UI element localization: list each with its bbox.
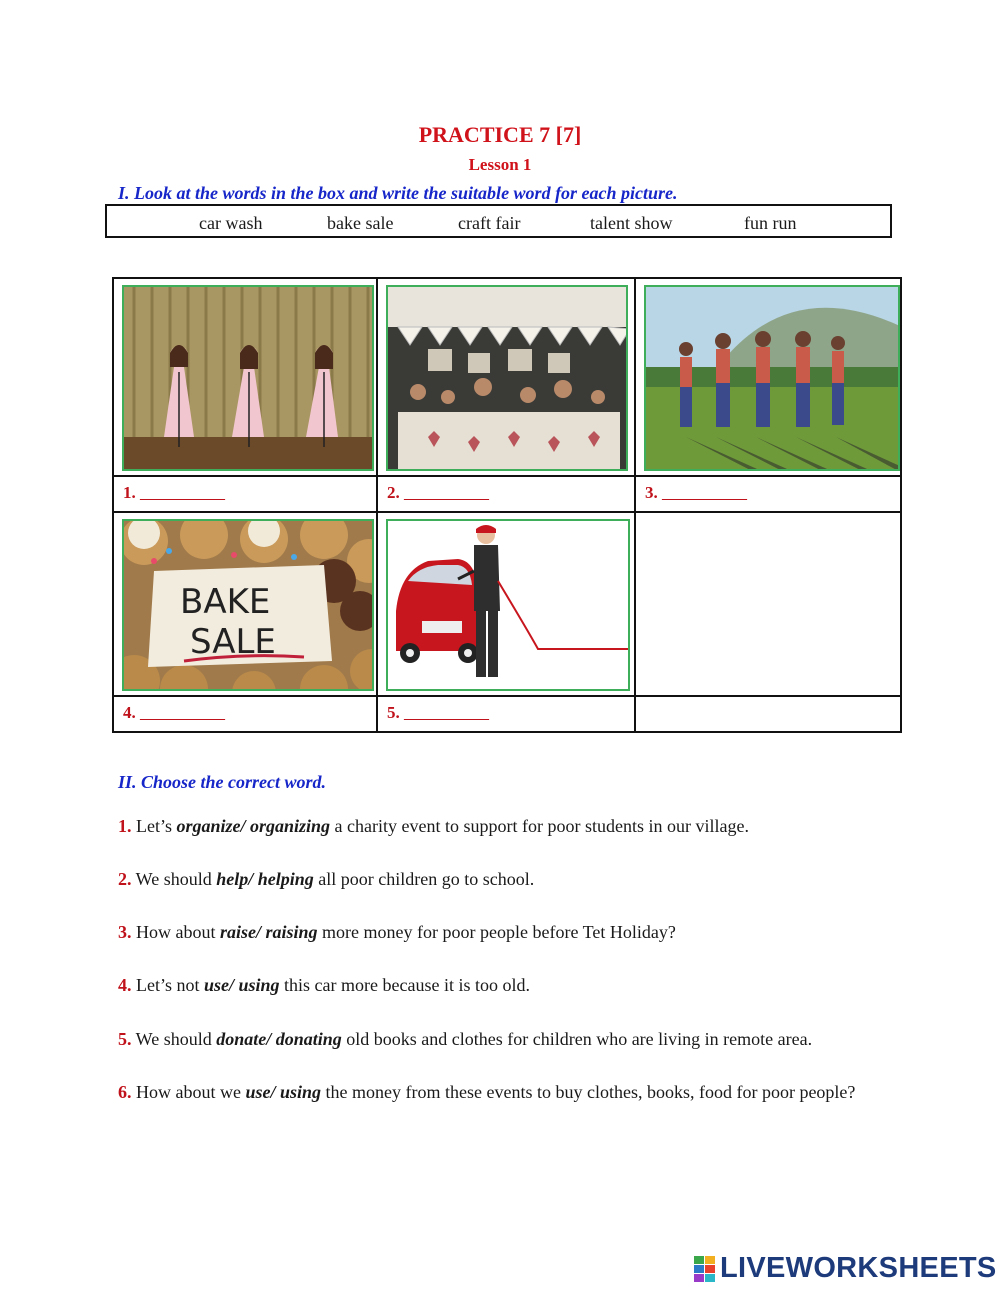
section1-instruction: I. Look at the words in the box and write the suitable word for each picture. bbox=[118, 183, 678, 203]
answer-blank[interactable]: __________ bbox=[140, 703, 225, 722]
choice-option[interactable]: use/ using bbox=[204, 975, 280, 995]
answer-cell bbox=[113, 476, 377, 512]
answer-cell bbox=[377, 696, 635, 732]
answer-blank[interactable]: __________ bbox=[140, 483, 225, 502]
answer-blank[interactable]: __________ bbox=[404, 703, 489, 722]
word-option: car wash bbox=[199, 213, 263, 233]
choice-option[interactable]: help/ helping bbox=[216, 869, 314, 889]
choice-option[interactable]: raise/ raising bbox=[220, 922, 318, 942]
answer-label: 3. __________ bbox=[645, 483, 747, 502]
answer-blank[interactable]: __________ bbox=[662, 483, 747, 502]
answer-cell bbox=[377, 476, 635, 512]
answer-label: 5. __________ bbox=[387, 703, 489, 722]
question: 1. Let’s organize/ organizing a charity event to support for poor students in our village. bbox=[118, 816, 749, 836]
page-title: PRACTICE 7 [7] bbox=[418, 122, 582, 147]
picture-grid bbox=[112, 277, 902, 733]
picture-cell bbox=[377, 278, 635, 476]
question: 4. Let’s not use/ using this car more because it is too old. bbox=[118, 975, 530, 995]
answer-cell bbox=[635, 476, 901, 512]
question: 6. How about we use/ using the money from these events to buy clothes, books, food for poor people? bbox=[118, 1082, 856, 1102]
choice-option[interactable]: organize/ organizing bbox=[176, 816, 331, 836]
answer-cell bbox=[113, 696, 377, 732]
brand-name: LIVEWORKSHEETS bbox=[720, 1252, 997, 1284]
sign-text: BAKE bbox=[180, 582, 271, 622]
craft-fair-image bbox=[386, 285, 628, 471]
picture-cell bbox=[635, 278, 901, 476]
word-option: talent show bbox=[590, 213, 673, 233]
sign-text: SALE bbox=[190, 622, 276, 662]
choice-option[interactable]: use/ using bbox=[245, 1082, 322, 1102]
answer-blank[interactable]: __________ bbox=[404, 483, 489, 502]
section2-instruction: II. Choose the correct word. bbox=[118, 772, 327, 792]
answer-label: 2. __________ bbox=[387, 483, 489, 502]
picture-cell bbox=[113, 278, 377, 476]
picture-cell bbox=[113, 512, 377, 696]
question: 2. We should help/ helping all poor children go to school. bbox=[118, 869, 535, 889]
question: 3. How about raise/ raising more money for poor people before Tet Holiday? bbox=[118, 922, 676, 942]
liveworksheets-logo bbox=[694, 1252, 997, 1288]
word-option: craft fair bbox=[458, 213, 521, 233]
choice-option[interactable]: donate/ donating bbox=[216, 1029, 342, 1049]
answer-label: 1. __________ bbox=[123, 483, 225, 502]
answer-label: 4. __________ bbox=[123, 703, 225, 722]
logo-icon bbox=[694, 1256, 716, 1284]
empty-cell bbox=[635, 696, 901, 732]
bake-sale-image bbox=[122, 519, 374, 691]
picture-cell bbox=[377, 512, 635, 696]
empty-cell bbox=[635, 512, 901, 696]
page-subtitle: Lesson 1 bbox=[468, 155, 532, 174]
car-wash-image bbox=[386, 519, 630, 691]
question: 5. We should donate/ donating old books and clothes for children who are living in remote area. bbox=[118, 1029, 813, 1049]
talent-show-image bbox=[122, 285, 374, 471]
fun-run-image bbox=[644, 285, 900, 471]
word-option: bake sale bbox=[327, 213, 394, 233]
word-option: fun run bbox=[744, 213, 797, 233]
word-box bbox=[105, 204, 892, 238]
